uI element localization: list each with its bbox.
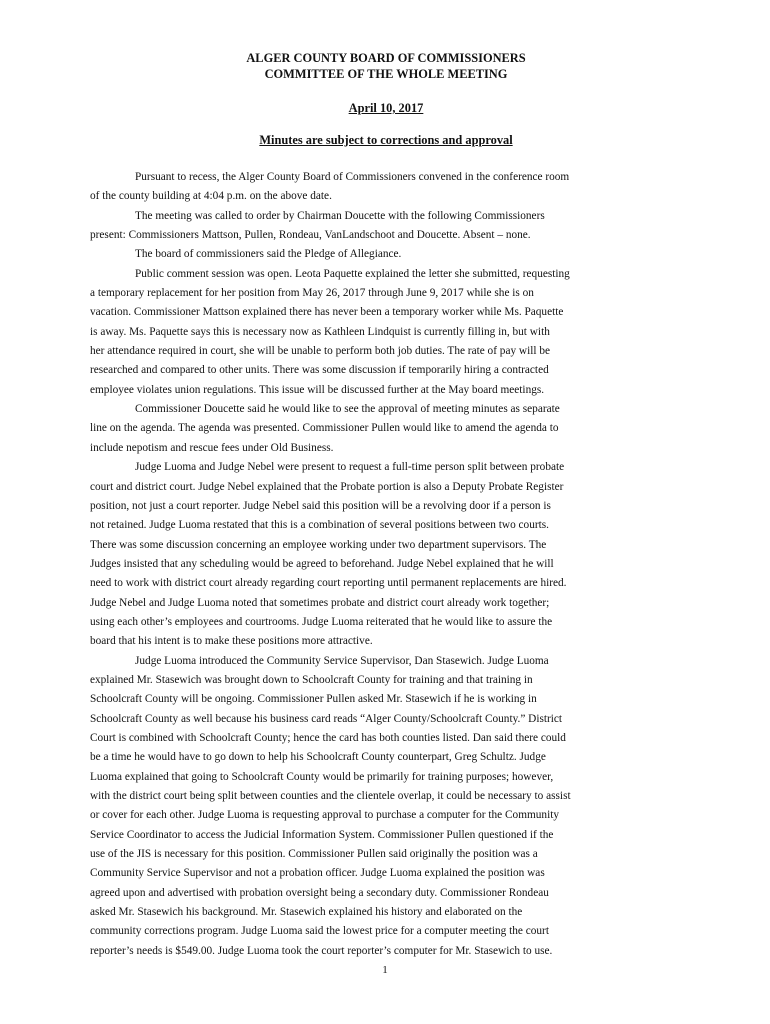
text-line: court and district court. Judge Nebel explained that the Probate portion is also a Deputy Probate Register xyxy=(90,480,564,493)
text-line: board that his intent is to make these positions more attractive. xyxy=(90,635,373,648)
text-line: with the district court being split between counties and the clientele overlap, it could be necessary to assist xyxy=(90,790,571,802)
paragraph xyxy=(90,207,682,246)
text-line: Court is combined with Schoolcraft County; hence the card has both counties listed. Dan said there could xyxy=(90,731,566,744)
text-line: Community Service Supervisor and not a probation officer. Judge Luoma explained the position was xyxy=(90,867,545,880)
text-line: Schoolcraft County will be ongoing. Commissioner Pullen asked Mr. Stasewich if he is working in xyxy=(90,693,537,706)
paragraph xyxy=(90,400,682,458)
text-line: employee violates union regulations. This issue will be discussed further at the May board meetings. xyxy=(90,383,545,396)
text-line: asked Mr. Stasewich his background. Mr. Stasewich explained his history and elaborated on the xyxy=(90,906,523,919)
text-line: line on the agenda. The agenda was presented. Commissioner Pullen would like to amend the agenda to xyxy=(90,422,559,435)
text-line: position, not just a court reporter. Judge Nebel said this position will be a revolving door if a person is xyxy=(90,499,551,512)
paragraph xyxy=(90,652,682,962)
text-line: need to work with district court already regarding court reporting until permanent replacements are hired. xyxy=(90,577,567,590)
text-line: a temporary replacement for her position from May 26, 2017 through June 9, 2017 while she is on xyxy=(90,287,534,300)
text-line: Judge Luoma and Judge Nebel were present to request a full-time person split between probate xyxy=(135,461,565,474)
text-line: Service Coordinator to access the Judicial Information System. Commissioner Pullen questioned if the xyxy=(90,828,554,841)
text-line: Judges insisted that any scheduling would be agreed to beforehand. Judge Nebel explained that he will xyxy=(90,557,554,570)
text-line: use of the JIS is necessary for this position. Commissioner Pullen said originally the position was a xyxy=(90,848,538,861)
paragraph xyxy=(90,458,682,651)
text-line: community corrections program. Judge Luoma said the lowest price for a computer meeting the court xyxy=(90,925,549,938)
text-line: Judge Luoma introduced the Community Service Supervisor, Dan Stasewich. Judge Luoma xyxy=(135,654,549,667)
text-line: Judge Nebel and Judge Luoma noted that sometimes probate and district court already work together; xyxy=(90,596,550,609)
text-line: Pursuant to recess, the Alger County Board of Commissioners convened in the conference room xyxy=(135,171,570,183)
text-line: explained Mr. Stasewich was brought down to Schoolcraft County for training and that training in xyxy=(90,673,533,686)
text-line: Public comment session was open. Leota Paquette explained the letter she submitted, requesting xyxy=(135,267,570,280)
text-line: present: Commissioners Mattson, Pullen, Rondeau, VanLandschoot and Doucette. Absent – none. xyxy=(90,229,531,242)
text-line: be a time he would have to go down to help his Schoolcraft County counterpart, Greg Schultz. Judge xyxy=(90,751,546,764)
text-line: agreed upon and advertised with probation oversight being a secondary duty. Commissioner Rondeau xyxy=(90,886,549,899)
text-line: of the county building at 4:04 p.m. on the above date. xyxy=(90,190,332,203)
paragraph xyxy=(90,168,682,207)
text-line: researched and compared to other units. There was some discussion if temporarily hiring a contracted xyxy=(90,364,549,377)
text-line: or cover for each other. Judge Luoma is requesting approval to purchase a computer for the Community xyxy=(90,809,559,822)
meeting-date: April 10, 2017 xyxy=(348,101,424,115)
meeting-title: COMMITTEE OF THE WHOLE MEETING xyxy=(264,67,508,81)
text-line: include nepotism and rescue fees under Old Business. xyxy=(90,441,334,454)
document-page xyxy=(90,50,682,961)
minutes-body xyxy=(90,168,682,961)
text-line: Commissioner Doucette said he would like to see the approval of meeting minutes as separate xyxy=(135,403,560,416)
paragraph xyxy=(90,245,682,264)
text-line: reporter’s needs is $549.00. Judge Luoma took the court reporter’s computer for Mr. Stasewich to use. xyxy=(90,944,553,957)
paragraph xyxy=(90,265,682,400)
text-line: Schoolcraft County as well because his business card reads “Alger County/Schoolcraft County.” District xyxy=(90,712,563,725)
text-line: Luoma explained that going to Schoolcraft County would be primarily for training purposes; however, xyxy=(90,770,554,783)
text-line: is away. Ms. Paquette says this is necessary now as Kathleen Lindquist is currently filling in, but with xyxy=(90,325,550,338)
text-line: vacation. Commissioner Mattson explained there has never been a temporary worker while Ms. Paquette xyxy=(90,306,564,319)
text-line: The board of commissioners said the Pledge of Allegiance. xyxy=(135,248,402,261)
approval-notice: Minutes are subject to corrections and approval xyxy=(259,133,513,147)
text-line: There was some discussion concerning an employee working under two department supervisors. The xyxy=(90,538,547,551)
page-number: 1 xyxy=(382,964,388,976)
text-line: not retained. Judge Luoma restated that this is a combination of several positions between two courts. xyxy=(90,519,549,532)
text-line: The meeting was called to order by Chairman Doucette with the following Commissioners xyxy=(135,209,545,222)
text-line: her attendance required in court, she will be unable to perform both job duties. The rate of pay will be xyxy=(90,345,550,358)
board-title: ALGER COUNTY BOARD OF COMMISSIONERS xyxy=(246,51,526,65)
text-line: using each other’s employees and courtrooms. Judge Luoma reiterated that he would like to assure the xyxy=(90,615,553,628)
